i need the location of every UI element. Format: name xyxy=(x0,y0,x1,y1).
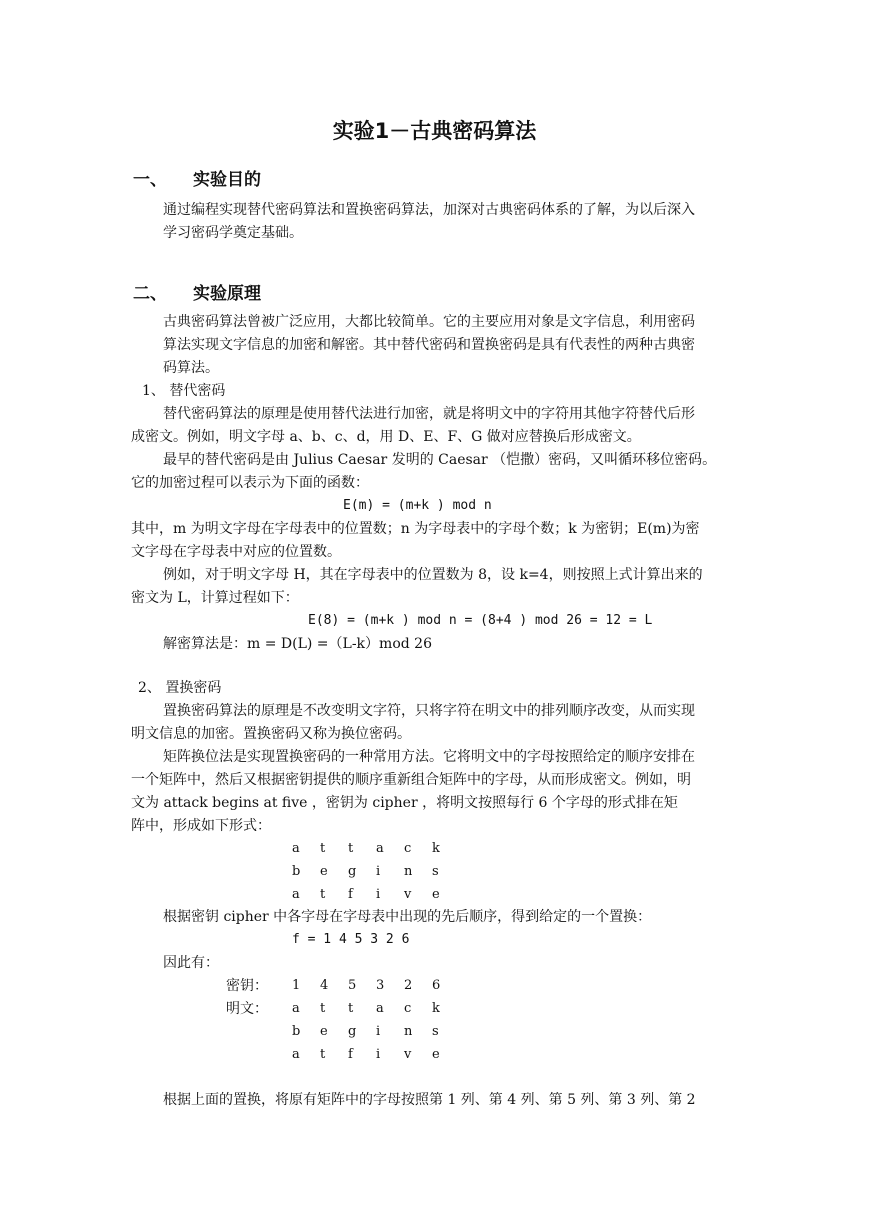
matrix-cell: e xyxy=(320,1024,328,1039)
key-cell: 1 xyxy=(292,978,301,993)
therefore-label: 因此有： xyxy=(163,955,219,971)
matrix-cell: f xyxy=(348,1047,353,1062)
matrix-row xyxy=(292,862,460,882)
matrix-cell: k xyxy=(432,841,440,856)
matrix-cell: e xyxy=(432,1047,440,1062)
key-label: 密钥： xyxy=(226,978,268,994)
sub2-heading: 2、 置换密码 xyxy=(138,680,222,696)
section1-heading: 实验目的 xyxy=(193,170,261,190)
matrix-cell: c xyxy=(404,1001,412,1016)
sub2-p2-line4: 阵中，形成如下形式： xyxy=(131,818,271,834)
matrix-row xyxy=(292,1045,460,1065)
section1-line2: 学习密码学奠定基础。 xyxy=(163,225,303,241)
sub1-p1-line1: 替代密码算法的原理是使用替代法进行加密，就是将明文中的字符用其他字符替代后形 xyxy=(163,406,695,422)
matrix-cell: a xyxy=(292,1047,300,1062)
sub1-p1-line2: 成密文。例如，明文字母 a、b、c、d，用 D、E、F、G 做对应替换后形成密文。 xyxy=(131,429,641,445)
matrix-row xyxy=(292,999,460,1019)
matrix-cell: t xyxy=(320,841,326,856)
section1-number: 一、 xyxy=(133,170,167,190)
matrix-cell: i xyxy=(376,887,381,902)
matrix-cell: v xyxy=(404,1047,412,1062)
key-cell: 4 xyxy=(320,978,329,993)
matrix-cell: g xyxy=(348,864,357,879)
key-cell: 3 xyxy=(376,978,385,993)
matrix-cell: n xyxy=(404,864,413,879)
section2-heading: 实验原理 xyxy=(193,284,261,304)
matrix-cell: e xyxy=(432,887,440,902)
sub2-last-line: 根据上面的置换，将原有矩阵中的字母按照第 1 列、第 4 列、第 5 列、第 3 列、第 2 xyxy=(163,1092,696,1108)
matrix-cell: t xyxy=(320,1047,326,1062)
permutation: f = 1 4 5 3 2 6 xyxy=(292,932,410,947)
sub1-p4-line1: 例如，对于明文字母 H，其在字母表中的位置数为 8，设 k=4，则按照上式计算出来的 xyxy=(163,567,703,583)
matrix-cell: i xyxy=(376,1047,381,1062)
matrix-cell: t xyxy=(320,1001,326,1016)
sub1-heading: 1、 替代密码 xyxy=(142,383,226,399)
section2-line1: 古典密码算法曾被广泛应用，大都比较简单。它的主要应用对象是文字信息，利用密码 xyxy=(163,314,695,330)
matrix-cell: g xyxy=(348,1024,357,1039)
matrix-cell: a xyxy=(376,841,384,856)
sub2-p2-line2: 一个矩阵中，然后又根据密钥提供的顺序重新组合矩阵中的字母，从而形成密文。例如，明 xyxy=(131,772,691,788)
matrix-cell: s xyxy=(432,1024,439,1039)
sub2-p1-line1: 置换密码算法的原理是不改变明文字符，只将字符在明文中的排列顺序改变，从而实现 xyxy=(163,703,695,719)
matrix-cell: t xyxy=(348,1001,354,1016)
matrix-row xyxy=(292,885,460,905)
matrix-cell: t xyxy=(320,887,326,902)
section2-line2: 算法实现文字信息的加密和解密。其中替代密码和置换密码是具有代表性的两种古典密 xyxy=(163,337,695,353)
section2-line3: 码算法。 xyxy=(163,360,219,376)
section1-line1: 通过编程实现替代密码算法和置换密码算法，加深对古典密码体系的了解，为以后深入 xyxy=(163,202,695,218)
matrix-cell: t xyxy=(348,841,354,856)
matrix-cell: s xyxy=(432,864,439,879)
matrix-cell: k xyxy=(432,1001,440,1016)
matrix-cell: v xyxy=(404,887,412,902)
key-cell: 6 xyxy=(432,978,441,993)
document-title: 实验1－古典密码算法 xyxy=(332,119,537,143)
sub2-p2-line1: 矩阵换位法是实现置换密码的一种常用方法。它将明文中的字母按照给定的顺序安排在 xyxy=(163,749,695,765)
matrix-cell: a xyxy=(376,1001,384,1016)
formula-decrypt: 解密算法是：m = D(L) =（L-k）mod 26 xyxy=(163,636,432,652)
matrix-cell: a xyxy=(292,841,300,856)
key-row xyxy=(292,976,460,996)
matrix-row xyxy=(292,1022,460,1042)
section2-number: 二、 xyxy=(133,284,167,304)
matrix-cell: b xyxy=(292,864,301,879)
matrix-cell: i xyxy=(376,1024,381,1039)
sub1-p4-line2: 密文为 L，计算过程如下： xyxy=(131,590,299,606)
matrix-cell: e xyxy=(320,864,328,879)
matrix-cell: f xyxy=(348,887,353,902)
matrix-cell: b xyxy=(292,1024,301,1039)
sub1-p3-line1: 其中，m 为明文字母在字母表中的位置数；n 为字母表中的字母个数；k 为密钥；E(m)为密 xyxy=(131,521,700,537)
matrix-cell: a xyxy=(292,887,300,902)
matrix-cell: n xyxy=(404,1024,413,1039)
formula-example: E(8) = (m+k ) mod n = (8+4 ) mod 26 = 12 = L xyxy=(308,613,653,628)
matrix-cell: a xyxy=(292,1001,300,1016)
sub2-p2-line3: 文为 attack begins at five ，密钥为 cipher ，将明文按照每行 6 个字母的形式排在矩 xyxy=(131,795,678,811)
formula-encrypt: E(m) = (m+k ) mod n xyxy=(343,498,492,513)
sub2-p1-line2: 明文信息的加密。置换密码又称为换位密码。 xyxy=(131,726,411,742)
matrix-row xyxy=(292,839,460,859)
key-cell: 2 xyxy=(404,978,413,993)
matrix-cell: c xyxy=(404,841,412,856)
matrix-cell: i xyxy=(376,864,381,879)
sub1-p3-line2: 文字母在字母表中对应的位置数。 xyxy=(131,544,341,560)
plaintext-label: 明文： xyxy=(226,1001,268,1017)
sub1-p2-line2: 它的加密过程可以表示为下面的函数： xyxy=(131,475,369,491)
sub1-p2-line1: 最早的替代密码是由 Julius Caesar 发明的 Caesar （恺撒）密码，又叫循环移位密码。 xyxy=(163,452,717,468)
key-cell: 5 xyxy=(348,978,357,993)
permutation-intro: 根据密钥 cipher 中各字母在字母表中出现的先后顺序，得到给定的一个置换： xyxy=(163,909,652,925)
